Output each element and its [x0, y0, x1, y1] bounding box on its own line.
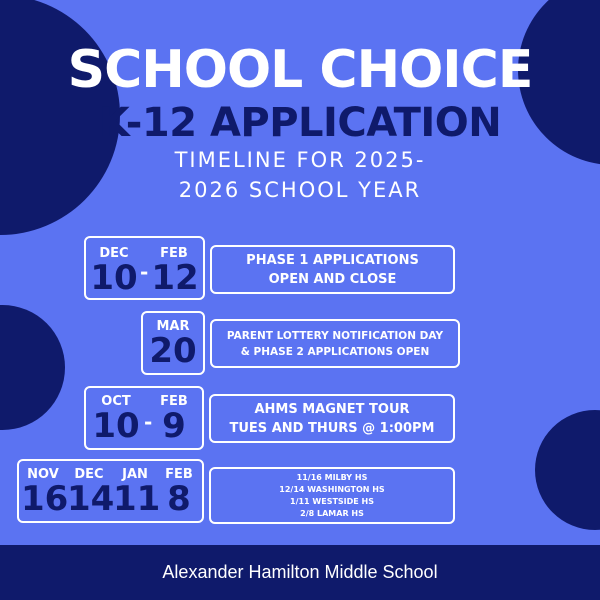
description-line: PARENT LOTTERY NOTIFICATION DAY: [226, 329, 444, 342]
month-label: DEC: [99, 246, 129, 261]
day-number: 11: [113, 479, 161, 519]
date-separator: -: [140, 260, 149, 284]
date-box-lottery: [141, 311, 205, 375]
month-label: FEB: [160, 246, 188, 261]
day-number: 16: [21, 479, 69, 519]
timeline-line-1: TIMELINE FOR 2025-: [174, 148, 426, 172]
description-line: 2/8 LAMAR HS: [300, 508, 364, 518]
month-label: MAR: [156, 319, 190, 334]
month-label: FEB: [165, 467, 193, 482]
day-number: 10: [92, 406, 140, 446]
decor-circle-bottom-right: [535, 410, 600, 530]
month-label: OCT: [101, 394, 131, 409]
decor-circle-mid-left: [0, 305, 65, 430]
footer-bar: [0, 545, 600, 600]
description-line: OPEN AND CLOSE: [268, 271, 397, 287]
description-line: & PHASE 2 APPLICATIONS OPEN: [240, 345, 430, 358]
day-number: 9: [162, 406, 186, 446]
month-label: NOV: [27, 467, 59, 482]
desc-box-tour: [209, 394, 455, 443]
timeline-line-2: 2026 SCHOOL YEAR: [178, 178, 422, 202]
main-title: SCHOOL CHOICE: [67, 40, 533, 100]
date-box-hs-visits: [17, 459, 204, 523]
description-line: TUES AND THURS @ 1:00PM: [229, 420, 435, 436]
day-number: 12: [151, 258, 199, 298]
month-label: DEC: [74, 467, 104, 482]
day-number: 10: [90, 258, 138, 298]
desc-box-lottery: [210, 319, 460, 368]
day-number: 8: [167, 479, 191, 519]
desc-box-hs-visits: [209, 467, 455, 524]
school-name: Alexander Hamilton Middle School: [162, 562, 438, 582]
desc-box-phase1: [210, 245, 455, 294]
subtitle: K-12 APPLICATION: [98, 100, 502, 146]
month-label: FEB: [160, 394, 188, 409]
description-line: 1/11 WESTSIDE HS: [290, 496, 374, 506]
description-line: PHASE 1 APPLICATIONS: [246, 252, 419, 268]
description-line: 11/16 MILBY HS: [296, 472, 368, 482]
date-box-phase1: [84, 236, 205, 300]
day-number: 14: [67, 479, 115, 519]
description-line: 12/14 WASHINGTON HS: [279, 484, 385, 494]
day-number: 20: [149, 331, 197, 371]
date-box-tour: [84, 386, 204, 450]
month-label: JAN: [122, 467, 148, 482]
description-line: AHMS MAGNET TOUR: [254, 401, 410, 417]
date-separator: -: [144, 410, 153, 434]
